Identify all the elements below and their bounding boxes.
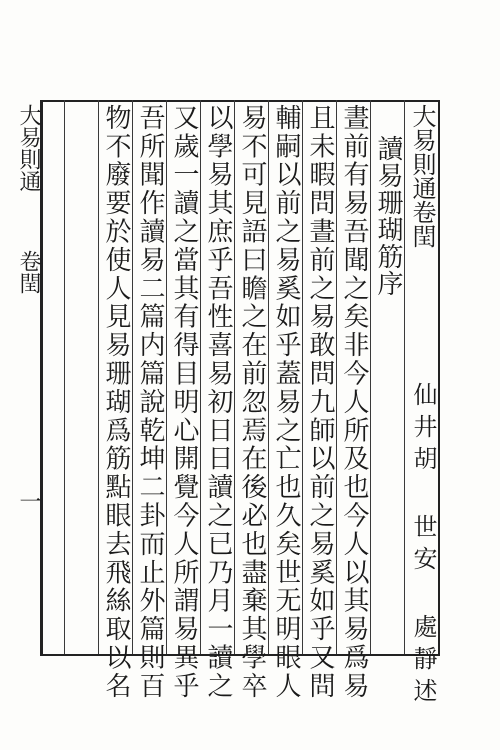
book-title: 大易則通卷閏 bbox=[408, 104, 436, 248]
text-column-8: 物不廢要於使人見易珊瑚爲筋點眼去飛絲取以名 bbox=[101, 104, 131, 701]
text-column-3: 輔嗣以前之易奚如乎蓋易之亡也久矣世无明眼人 bbox=[271, 104, 301, 701]
author-credit: 仙井胡 世安 處靜述 bbox=[409, 382, 437, 710]
preface-title: 讀易珊瑚筋序 bbox=[373, 135, 403, 297]
margin-page-number: 一 bbox=[16, 490, 41, 512]
text-column-1: 晝前有易吾聞之矣非今人所及也今人以其易爲易 bbox=[339, 104, 369, 701]
margin-book-title: 大易則通 bbox=[16, 104, 41, 192]
text-column-5: 以學易其庶乎吾性喜易初日日讀之已乃月一讀之 bbox=[203, 104, 233, 701]
text-column-2: 且未暇問晝前之易敢問九師以前之易奚如乎又問 bbox=[305, 104, 335, 701]
text-column-6: 又歲一讀之當其有得目明心開覺今人所謂易異乎 bbox=[169, 104, 199, 701]
margin-section: 卷閏 bbox=[16, 250, 41, 294]
text-column-4: 易不可見語曰瞻之在前忽焉在後必也盡棄其學卒 bbox=[237, 104, 267, 701]
text-column-7: 吾所聞作讀易二篇内篇說乾坤二卦而止外篇則百 bbox=[135, 104, 165, 701]
column-rule bbox=[64, 100, 65, 654]
